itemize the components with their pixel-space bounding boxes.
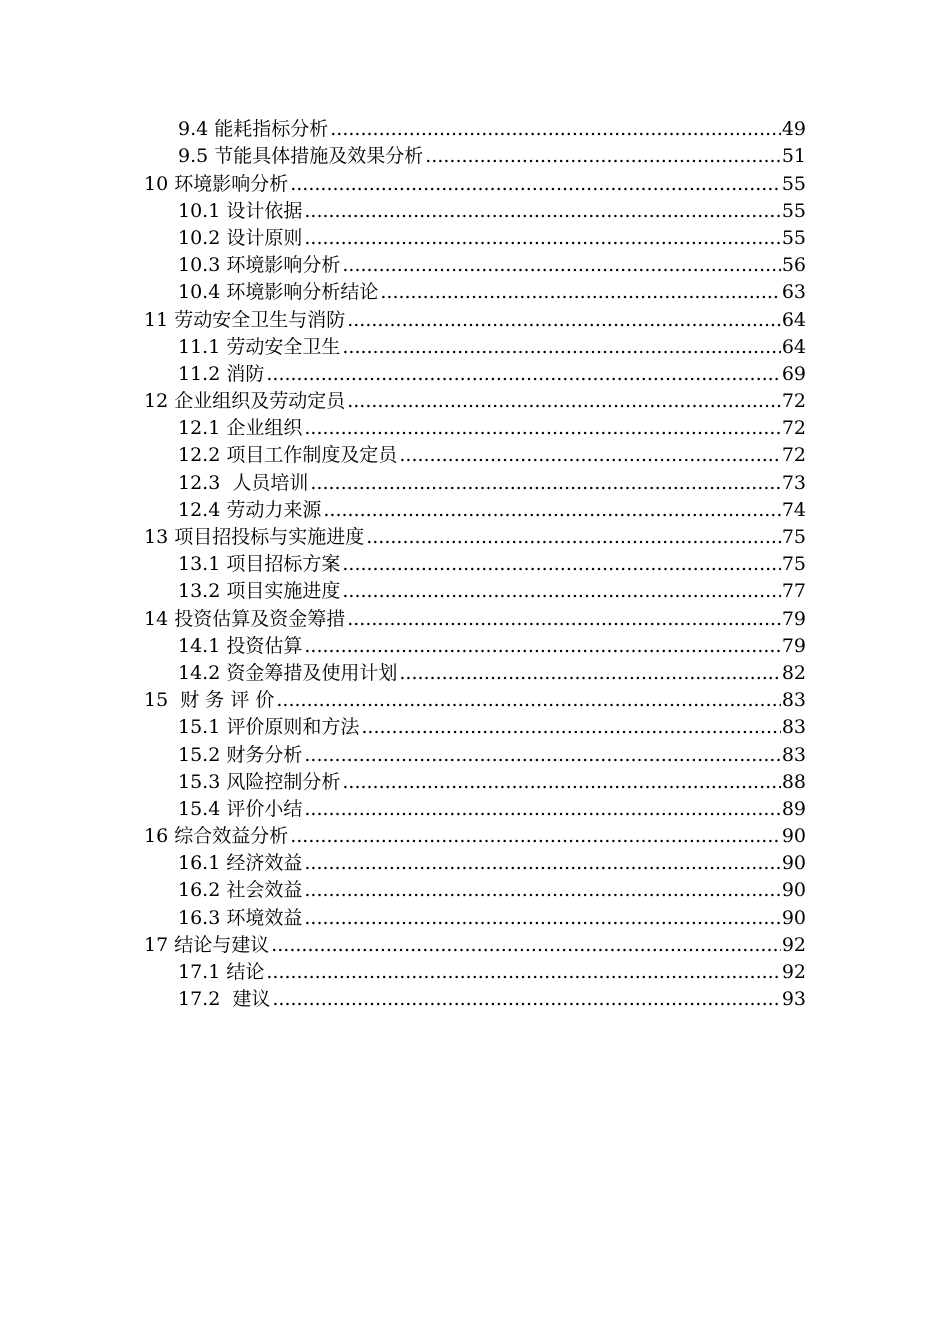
toc-entry-title: 15.2 财务分析 — [178, 743, 303, 766]
toc-dot-leader — [342, 336, 780, 359]
toc-page-number: 75 — [781, 526, 806, 548]
toc-entry-title: 12 企业组织及劳动定员 — [144, 390, 346, 413]
toc-dot-leader — [399, 662, 780, 685]
toc-dot-leader — [399, 444, 780, 467]
toc-page-number: 55 — [781, 226, 806, 249]
toc-page-number: 64 — [781, 335, 806, 358]
toc-entry[interactable] — [0, 930, 806, 957]
toc-page-number: 83 — [781, 689, 806, 712]
toc-dot-leader — [271, 934, 781, 957]
toc-page-number: 56 — [781, 254, 806, 277]
toc-page-number: 82 — [781, 661, 806, 684]
toc-entry-title: 13.2 项目实施进度 — [178, 580, 341, 603]
toc-page-number: 93 — [781, 988, 806, 1011]
toc-page-number: 92 — [781, 933, 806, 956]
toc-dot-leader — [304, 879, 780, 902]
toc-page-number: 55 — [781, 199, 806, 222]
toc-entry-title: 10.1 设计依据 — [178, 199, 303, 222]
toc-entry[interactable] — [0, 631, 806, 658]
toc-dot-leader — [323, 499, 780, 522]
table-of-contents — [0, 114, 950, 1011]
toc-page-number: 49 — [781, 118, 806, 141]
toc-entry[interactable] — [0, 848, 806, 875]
toc-dot-leader — [347, 608, 781, 631]
toc-entry-title: 11 劳动安全卫生与消防 — [144, 308, 346, 331]
toc-entry[interactable] — [0, 359, 806, 386]
toc-entry-title: 15.3 风险控制分析 — [178, 770, 341, 793]
toc-dot-leader — [304, 227, 780, 250]
toc-entry[interactable] — [0, 821, 806, 848]
toc-page-number: 83 — [781, 716, 806, 739]
toc-dot-leader — [304, 798, 780, 821]
toc-entry-title: 13.1 项目招标方案 — [178, 553, 341, 576]
toc-dot-leader — [290, 173, 781, 196]
toc-dot-leader — [342, 580, 780, 603]
toc-page-number: 92 — [781, 961, 806, 983]
toc-dot-leader — [330, 118, 781, 141]
toc-dot-leader — [380, 281, 780, 304]
toc-entry[interactable] — [0, 739, 806, 766]
toc-entry[interactable] — [0, 250, 806, 277]
toc-entry-title: 10 环境影响分析 — [144, 172, 289, 195]
toc-entry-title: 17 结论与建议 — [144, 933, 270, 956]
toc-entry-title: 12.3 人员培训 — [178, 471, 309, 494]
toc-entry-title: 10.4 环境影响分析结论 — [178, 281, 379, 304]
toc-entry[interactable] — [0, 603, 806, 630]
toc-page-number: 69 — [781, 362, 806, 385]
toc-page-number: 63 — [781, 281, 806, 304]
toc-entry[interactable] — [0, 522, 806, 549]
toc-dot-leader — [304, 744, 780, 767]
toc-dot-leader — [304, 852, 780, 875]
toc-page-number: 79 — [781, 607, 806, 630]
toc-page-number: 89 — [781, 797, 806, 820]
toc-dot-leader — [290, 825, 781, 848]
toc-page-number: 55 — [781, 172, 806, 195]
toc-dot-leader — [342, 254, 780, 277]
toc-entry[interactable] — [0, 576, 806, 603]
toc-entry-title: 11.2 消防 — [178, 362, 265, 385]
toc-page-number: 51 — [781, 145, 806, 168]
toc-dot-leader — [342, 553, 780, 576]
toc-entry-title: 12.4 劳动力来源 — [178, 498, 322, 521]
toc-page-number: 64 — [781, 308, 806, 331]
toc-entry[interactable] — [0, 413, 806, 440]
toc-entry[interactable] — [0, 277, 806, 304]
toc-dot-leader — [276, 689, 780, 712]
toc-dot-leader — [304, 200, 780, 223]
toc-entry[interactable] — [0, 304, 806, 331]
toc-entry-title: 15.4 评价小结 — [178, 797, 303, 820]
toc-dot-leader — [347, 390, 781, 413]
toc-entry-title: 15 财 务 评 价 — [144, 689, 275, 712]
toc-entry[interactable] — [0, 114, 806, 141]
toc-entry[interactable] — [0, 332, 806, 359]
toc-page-number: 72 — [781, 444, 806, 467]
toc-page-number: 74 — [781, 498, 806, 521]
toc-entry[interactable] — [0, 168, 806, 195]
toc-entry[interactable] — [0, 984, 806, 1011]
toc-entry-title: 14.1 投资估算 — [178, 634, 303, 657]
toc-page-number: 90 — [781, 852, 806, 875]
toc-dot-leader — [425, 145, 781, 168]
toc-page-number: 79 — [781, 634, 806, 657]
toc-page-number: 72 — [781, 390, 806, 413]
toc-entry[interactable] — [0, 875, 806, 902]
toc-entry[interactable] — [0, 794, 806, 821]
toc-entry[interactable] — [0, 141, 806, 168]
toc-page-number: 90 — [781, 879, 806, 902]
toc-entry-title: 12.2 项目工作制度及定员 — [178, 444, 398, 467]
toc-entry-title: 16 综合效益分析 — [144, 825, 289, 848]
toc-dot-leader — [310, 472, 780, 495]
toc-page-number: 77 — [781, 580, 806, 603]
toc-entry[interactable] — [0, 549, 806, 576]
toc-dot-leader — [366, 526, 781, 549]
toc-entry-title: 9.5 节能具体措施及效果分析 — [178, 145, 424, 168]
toc-entry-title: 9.4 能耗指标分析 — [178, 118, 329, 141]
toc-entry-title: 16.3 环境效益 — [178, 906, 303, 929]
toc-entry[interactable] — [0, 658, 806, 685]
toc-page-number: 88 — [781, 770, 806, 793]
toc-entry-title: 10.3 环境影响分析 — [178, 254, 341, 277]
toc-entry-title: 16.2 社会效益 — [178, 879, 303, 902]
toc-dot-leader — [304, 417, 780, 440]
toc-entry[interactable] — [0, 767, 806, 794]
toc-page-number: 72 — [781, 417, 806, 440]
toc-dot-leader — [342, 771, 780, 794]
toc-entry[interactable] — [0, 386, 806, 413]
toc-page-number: 90 — [781, 825, 806, 848]
toc-entry[interactable] — [0, 902, 806, 929]
toc-entry[interactable] — [0, 223, 806, 250]
toc-page-number: 73 — [781, 471, 806, 494]
toc-page-number: 90 — [781, 906, 806, 929]
toc-entry-title: 13 项目招投标与实施进度 — [144, 526, 365, 548]
toc-entry-title: 17.1 结论 — [178, 961, 265, 983]
toc-entry-title: 12.1 企业组织 — [178, 417, 303, 440]
toc-dot-leader — [266, 363, 780, 386]
toc-entry[interactable] — [0, 495, 806, 522]
toc-entry[interactable] — [0, 712, 806, 739]
toc-entry[interactable] — [0, 467, 806, 494]
toc-entry-title: 16.1 经济效益 — [178, 852, 303, 875]
toc-entry-title: 10.2 设计原则 — [178, 226, 303, 249]
toc-entry-title: 14 投资估算及资金筹措 — [144, 607, 346, 630]
toc-entry-title: 11.1 劳动安全卫生 — [178, 335, 341, 358]
toc-dot-leader — [266, 961, 780, 984]
toc-page-number: 83 — [781, 743, 806, 766]
toc-entry-title: 17.2 建议 — [178, 988, 271, 1011]
toc-dot-leader — [347, 309, 781, 332]
toc-dot-leader — [304, 635, 780, 658]
toc-dot-leader — [304, 907, 780, 930]
toc-page-number: 75 — [781, 553, 806, 576]
toc-dot-leader — [361, 716, 780, 739]
toc-dot-leader — [272, 988, 780, 1011]
toc-entry[interactable] — [0, 440, 806, 467]
toc-entry-title: 15.1 评价原则和方法 — [178, 716, 360, 739]
toc-entry[interactable] — [0, 196, 806, 223]
toc-entry[interactable] — [0, 957, 806, 984]
toc-entry-title: 14.2 资金筹措及使用计划 — [178, 661, 398, 684]
toc-entry[interactable] — [0, 685, 806, 712]
